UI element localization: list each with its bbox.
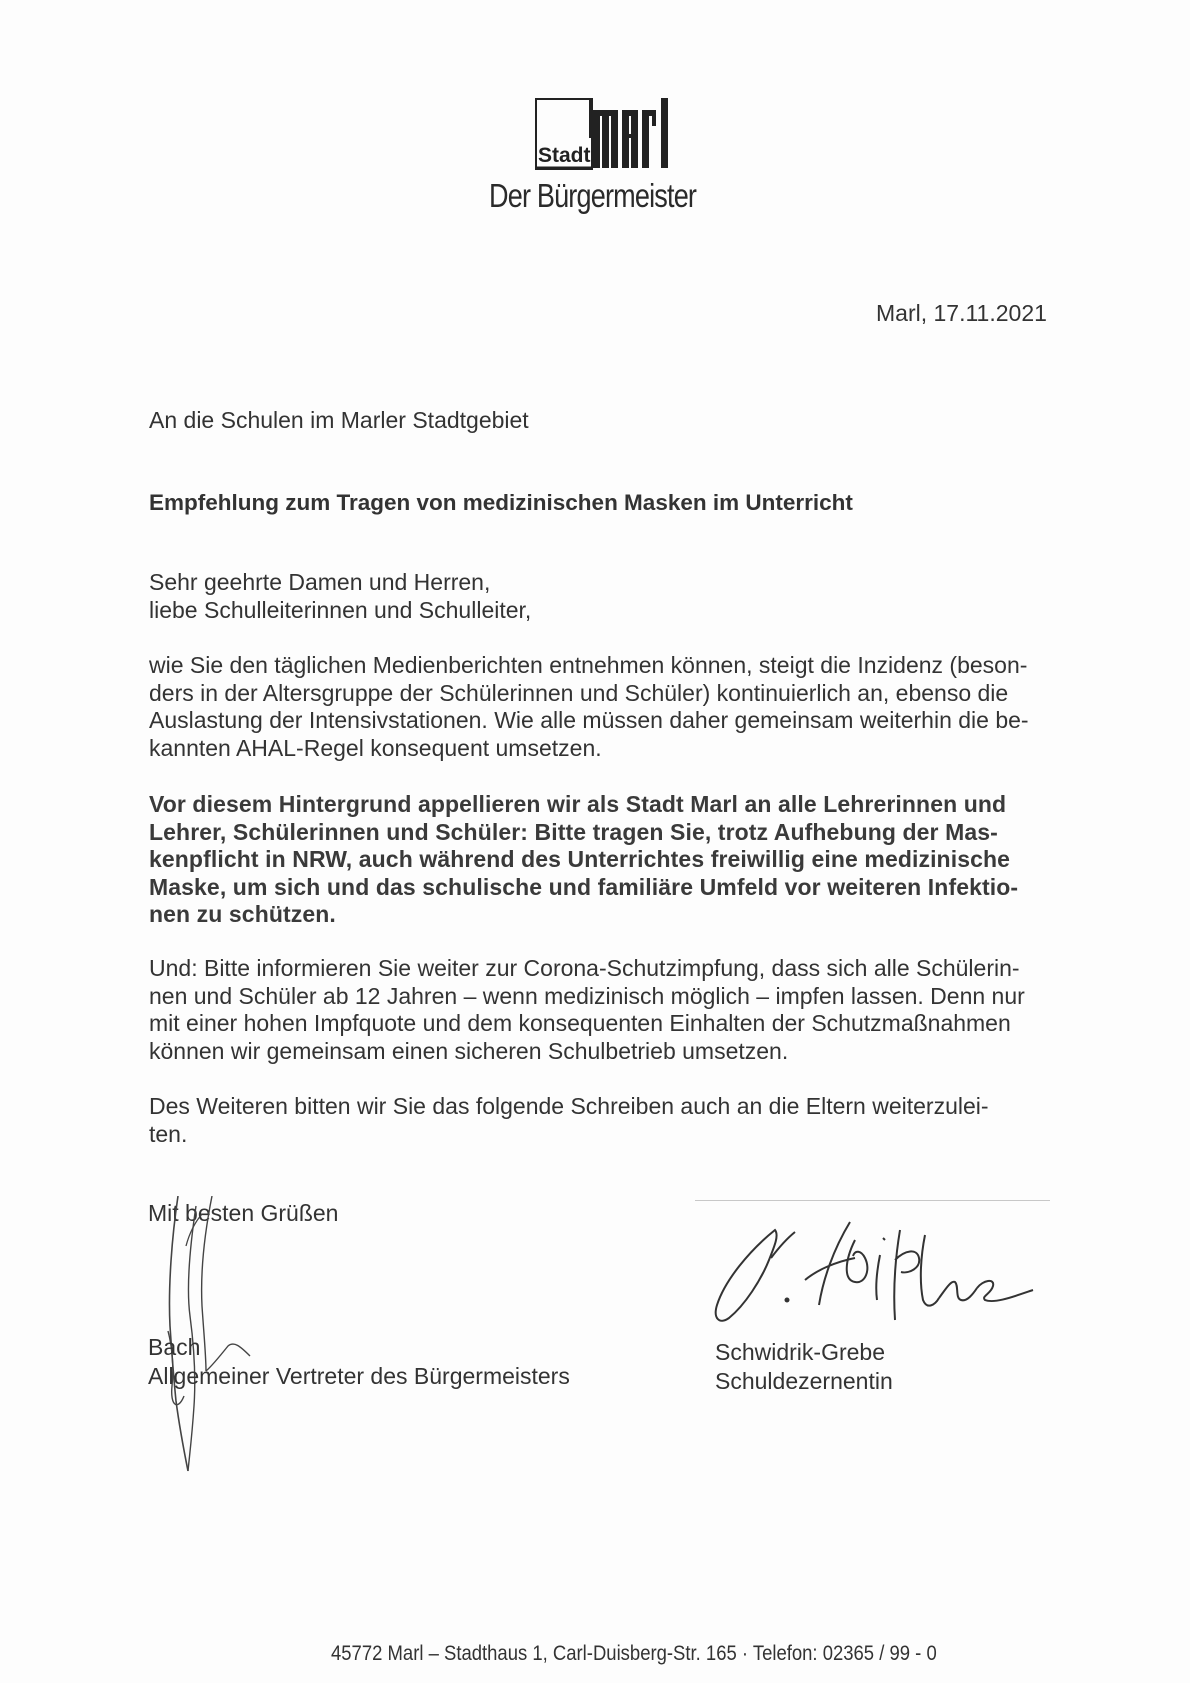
- subject-line: Empfehlung zum Tragen von medizinischen Masken im Unterricht: [149, 490, 853, 515]
- salutation-line: Sehr geehrte Damen und Herren,: [149, 569, 491, 595]
- signer-right-title: Schuldezernentin: [715, 1368, 893, 1394]
- text-line: Auslastung der Intensivstationen. Wie alle müssen daher gemeinsam weiterhin die be-: [149, 707, 1029, 733]
- text-line: wie Sie den täglichen Medienberichten entnehmen können, steigt die Inzidenz (beson-: [149, 652, 1028, 678]
- recipient: An die Schulen im Marler Stadtgebiet: [149, 407, 529, 433]
- text-line: Des Weiteren bitten wir Sie das folgende Schreiben auch an die Eltern weiterzulei-: [149, 1093, 989, 1119]
- letter-date: Marl, 17.11.2021: [876, 300, 1047, 326]
- text-line: Und: Bitte informieren Sie weiter zur Corona-Schutzimpfung, dass sich alle Schülerin-: [149, 955, 1020, 981]
- paragraph-3: [149, 955, 1059, 1065]
- footer-address: 45772 Marl – Stadthaus 1, Carl-Duisberg-Str. 165 · Telefon: 02365 / 99 - 0: [331, 1642, 937, 1665]
- paragraph-1: [149, 652, 1059, 762]
- paragraph-4: [149, 1093, 1059, 1148]
- signer-right-name: Schwidrik-Grebe: [715, 1339, 885, 1365]
- text-line: Lehrer, Schülerinnen und Schüler: Bitte tragen Sie, trotz Aufhebung der Mas-: [149, 818, 998, 845]
- svg-text:Stadt: Stadt: [538, 144, 591, 167]
- text-line: ders in der Altersgruppe der Schülerinnen und Schüler) kontinuierlich an, ebenso die: [149, 679, 1009, 706]
- text-line: kenpflicht in NRW, auch während des Unterrichtes freiwillig eine medizinische: [149, 846, 1011, 872]
- text-line: kannten AHAL-Regel konsequent umsetzen.: [149, 734, 602, 761]
- signer-left-name: Bach: [148, 1334, 201, 1360]
- signer-right: [715, 1338, 893, 1396]
- handwritten-signature-right: [705, 1210, 1035, 1330]
- text-line: Vor diesem Hintergrund appellieren wir als Stadt Marl an alle Lehrerinnen und: [149, 791, 1007, 817]
- text-line: können wir gemeinsam einen sicheren Schulbetrieb umsetzen.: [149, 1037, 789, 1064]
- salutation: [149, 568, 531, 624]
- text-line: ten.: [149, 1120, 188, 1147]
- signer-left-title: Allgemeiner Vertreter des Bürgermeisters: [148, 1363, 570, 1389]
- paragraph-2-bold: [149, 791, 1059, 929]
- letterhead-subtitle: Der Bürgermeister: [489, 177, 697, 214]
- text-line: mit einer hohen Impfquote und dem konsequenten Einhalten der Schutzmaßnahmen: [149, 1010, 1011, 1036]
- salutation-line: liebe Schulleiterinnen und Schulleiter,: [149, 597, 532, 623]
- text-line: Maske, um sich und das schulische und familiäre Umfeld vor weiteren Infektio-: [149, 873, 1019, 900]
- stadt-marl-logo: [535, 98, 675, 170]
- signer-left: [148, 1333, 570, 1391]
- text-line: nen zu schützen.: [149, 901, 336, 927]
- closing-phrase: Mit besten Grüßen: [148, 1200, 339, 1226]
- text-line: nen und Schüler ab 12 Jahren – wenn medizinisch möglich – impfen lassen. Denn nur: [149, 982, 1025, 1009]
- signature-line: [695, 1200, 1050, 1201]
